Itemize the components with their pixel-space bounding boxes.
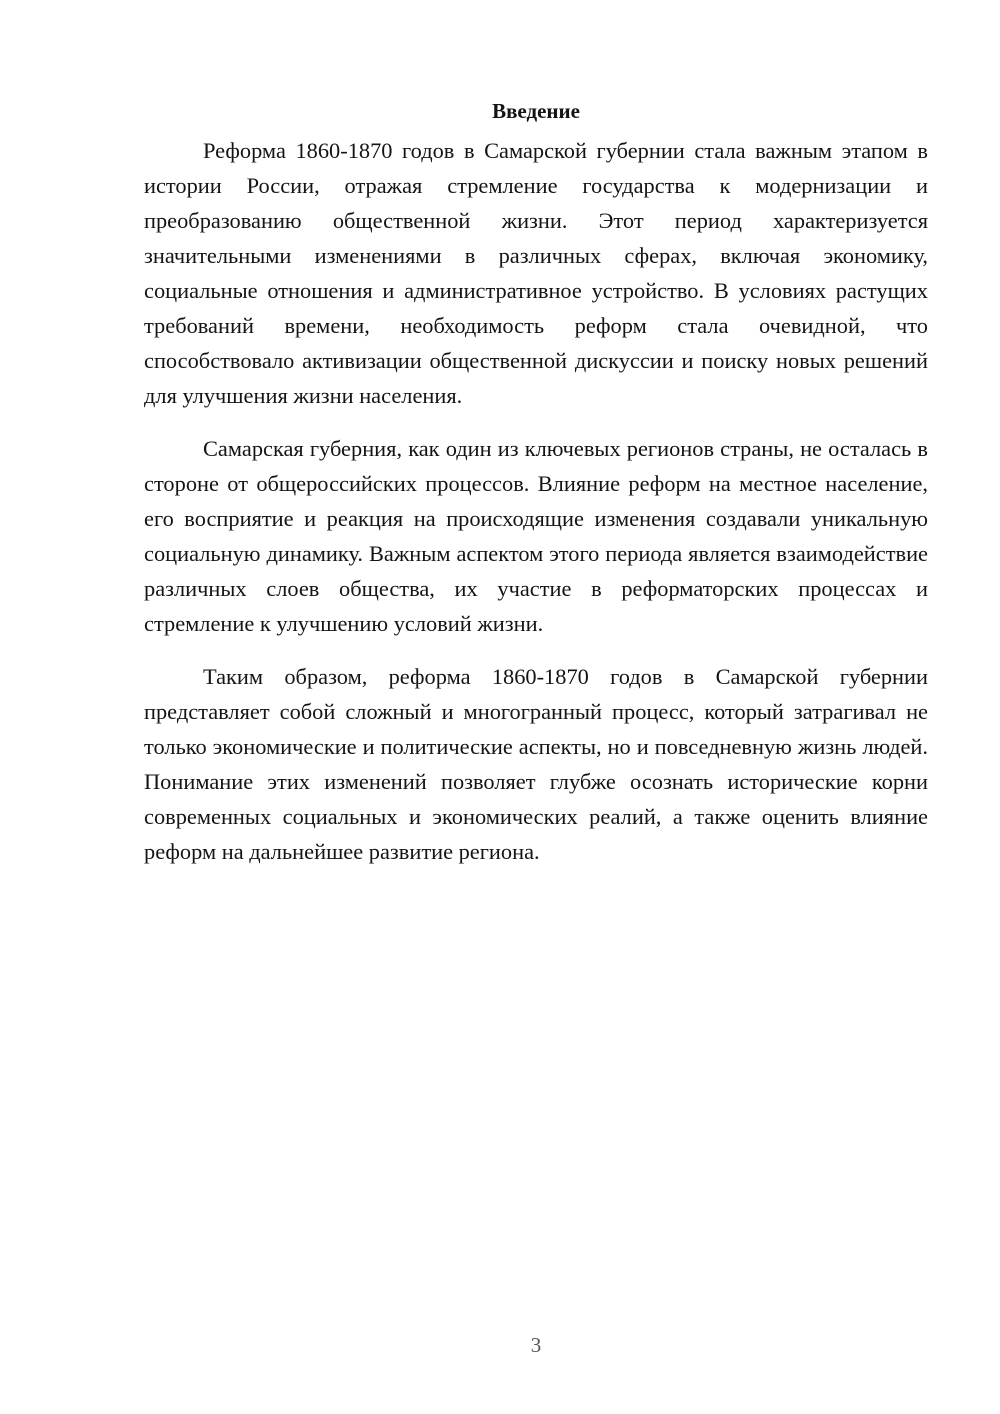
paragraph-2: Самарская губерния, как один из ключевых регионов страны, не осталась в стороне от общероссийских процессов. Влияние реформ на местное население, его восприятие и реакция на происходящие изменения создавали уникальную социальную динамику. Важным аспектом этого периода является взаимодействие различных слоев общества, их участие в реформаторских процессах и стремление к улучшению условий жизни. bbox=[144, 436, 928, 636]
paragraph-3: Таким образом, реформа 1860-1870 годов в Самарской губернии представляет собой сложный и многогранный процесс, который затрагивал не только экономические и политические аспекты, но и повседневную жизнь людей. Понимание этих изменений позволяет глубже осознать исторические корни современных социальных и экономических реалий, а также оценить влияние реформ на дальнейшее развитие региона. bbox=[144, 664, 928, 864]
section-heading: Введение bbox=[492, 99, 580, 123]
paragraph-1: Реформа 1860-1870 годов в Самарской губернии стала важным этапом в истории России, отражая стремление государства к модернизации и преобразованию общественной жизни. Этот период характеризуется значительными изменениями в различных сферах, включая экономику, социальные отношения и административное устройство. В условиях растущих требований времени, необходимость реформ стала очевидной, что способствовало активизации общественной дискуссии и поиску новых решений для улучшения жизни населения. bbox=[144, 138, 928, 408]
page-content bbox=[144, 96, 928, 887]
page-number: 3 bbox=[530, 1333, 542, 1357]
